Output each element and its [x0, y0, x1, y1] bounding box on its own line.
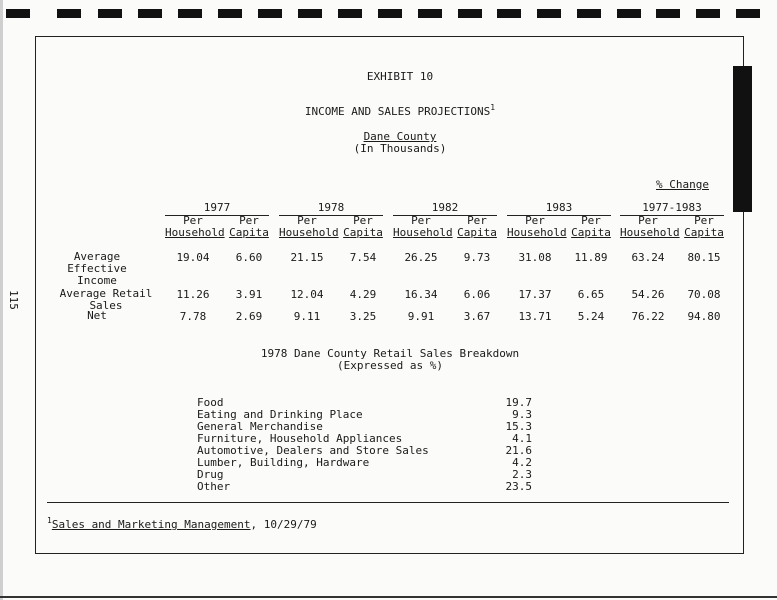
units-label: (In Thousands) [353, 142, 447, 155]
breakdown-subtitle: (Expressed as %) [337, 359, 443, 372]
col-header-line-2: Household [165, 226, 225, 239]
title-text: INCOME AND SALES PROJECTIONS [304, 105, 491, 118]
title-footnote-marker: 1 [490, 103, 496, 112]
perforation-dash [736, 9, 760, 18]
perforation-dash [338, 9, 362, 18]
col-header-per-household [620, 214, 680, 239]
col-header-per-capita [571, 215, 611, 239]
row-label [44, 310, 150, 322]
breakdown-item-label: General Merchandise [197, 420, 323, 433]
breakdown-item-label: Furniture, Household Appliances [197, 432, 403, 445]
table-cell: 26.25 [404, 251, 438, 264]
table-cell: 13.71 [518, 310, 552, 323]
col-header-line-2: Household [507, 226, 567, 239]
breakdown-item-value: 23.5 [505, 480, 532, 493]
col-header-per-household [507, 214, 567, 239]
perforation-dash [537, 9, 561, 18]
perforation-dash [696, 9, 720, 18]
col-header-line-1: Per [581, 214, 601, 227]
perforation-dash [57, 9, 81, 18]
table-cell: 3.91 [235, 288, 263, 301]
footnote-marker: 1 [47, 516, 52, 525]
row-label-line-2: Income [77, 274, 117, 287]
perforation-dash [418, 9, 442, 18]
col-header-line-1: Per [525, 214, 545, 227]
table-cell: 6.06 [463, 288, 491, 301]
row-label [44, 251, 150, 287]
row-label-line-1: Average Effective [67, 250, 127, 275]
year-header: 1983 [507, 201, 611, 216]
col-header-line-1: Per [353, 214, 373, 227]
perforation-dash [497, 9, 521, 18]
col-header-line-2: Household [393, 226, 453, 239]
table-cell: 11.89 [574, 251, 608, 264]
col-header-line-2: Capita [229, 226, 269, 239]
table-cell: 9.73 [463, 251, 491, 264]
perforation-dashes [0, 9, 777, 19]
county-label: Dane County [363, 130, 437, 143]
perforation-dash [378, 9, 402, 18]
breakdown-title: 1978 Dane County Retail Sales Breakdown [260, 347, 520, 360]
table-cell: 7.78 [179, 310, 207, 323]
table-cell: 9.91 [407, 310, 435, 323]
col-header-line-2: Capita [684, 226, 724, 239]
year-header: 1977-1983 [620, 201, 724, 216]
breakdown-item-label: Automotive, Dealers and Store Sales [197, 444, 429, 457]
table-cell: 7.54 [349, 251, 377, 264]
binder-tab [733, 66, 752, 212]
perforation-dash [577, 9, 601, 18]
col-header-line-1: Per [297, 214, 317, 227]
breakdown-item-value: 2.3 [512, 468, 532, 481]
perforation-dash [138, 9, 162, 18]
breakdown-item-label: Food [197, 396, 224, 409]
table-cell: 80.15 [687, 251, 721, 264]
col-header-per-household [393, 214, 453, 239]
table-cell: 16.34 [404, 288, 438, 301]
row-label-line-1: Net [87, 309, 107, 322]
table-cell: 12.04 [290, 288, 324, 301]
year-header: 1982 [393, 201, 497, 216]
breakdown-item-label: Lumber, Building, Hardware [197, 456, 370, 469]
col-header-line-1: Per [411, 214, 431, 227]
breakdown-item-value: 19.7 [505, 396, 532, 409]
table-cell: 17.37 [518, 288, 552, 301]
col-header-line-2: Household [620, 226, 680, 239]
breakdown-item-value: 15.3 [505, 420, 532, 433]
col-header-line-1: Per [239, 214, 259, 227]
perforation-dash [298, 9, 322, 18]
table-cell: 63.24 [631, 251, 665, 264]
breakdown-item-label: Other [197, 480, 231, 493]
table-cell: 6.65 [577, 288, 605, 301]
page-number: 115 [7, 290, 20, 310]
col-header-line-2: Household [279, 226, 339, 239]
breakdown-item-value: 9.3 [512, 408, 532, 421]
col-header-per-capita [343, 215, 383, 239]
table-cell: 9.11 [293, 310, 321, 323]
col-header-line-2: Capita [571, 226, 611, 239]
percent-change-label: % Change [656, 178, 709, 191]
year-header: 1978 [279, 201, 383, 216]
year-header: 1977 [165, 201, 269, 216]
col-header-per-capita [684, 215, 724, 239]
col-header-line-2: Capita [457, 226, 497, 239]
col-header-per-household [279, 214, 339, 239]
table-cell: 5.24 [577, 310, 605, 323]
breakdown-item-label: Drug [197, 468, 224, 481]
col-header-per-capita [229, 215, 269, 239]
col-header-per-capita [457, 215, 497, 239]
breakdown-item-value: 4.1 [512, 432, 532, 445]
table-cell: 76.22 [631, 310, 665, 323]
table-cell: 6.60 [235, 251, 263, 264]
perforation-dash [6, 9, 30, 18]
breakdown-item-label: Eating and Drinking Place [197, 408, 363, 421]
table-cell: 11.26 [176, 288, 210, 301]
breakdown-item-value: 21.6 [505, 444, 532, 457]
table-cell: 3.25 [349, 310, 377, 323]
col-header-line-1: Per [183, 214, 203, 227]
perforation-dash [656, 9, 680, 18]
col-header-line-1: Per [694, 214, 714, 227]
table-cell: 31.08 [518, 251, 552, 264]
perforation-dash [178, 9, 202, 18]
perforation-dash [218, 9, 242, 18]
footnote [47, 516, 317, 531]
row-label-line-1: Average Retail Sales [59, 287, 153, 312]
col-header-line-2: Capita [343, 226, 383, 239]
col-header-line-1: Per [467, 214, 487, 227]
table-cell: 3.67 [463, 310, 491, 323]
table-cell: 94.80 [687, 310, 721, 323]
table-cell: 4.29 [349, 288, 377, 301]
bottom-edge [0, 596, 777, 598]
breakdown-item-value: 4.2 [512, 456, 532, 469]
footnote-rule [47, 502, 729, 503]
table-cell: 19.04 [176, 251, 210, 264]
perforation-dash [98, 9, 122, 18]
table-cell: 54.26 [631, 288, 665, 301]
perforation-dash [458, 9, 482, 18]
exhibit-label: EXHIBIT 10 [366, 70, 434, 83]
footnote-date: , 10/29/79 [250, 518, 317, 531]
col-header-line-1: Per [638, 214, 658, 227]
table-cell: 21.15 [290, 251, 324, 264]
table-cell: 70.08 [687, 288, 721, 301]
perforation-dash [617, 9, 641, 18]
scan-edge [0, 0, 3, 600]
col-header-per-household [165, 214, 225, 239]
table-cell: 2.69 [235, 310, 263, 323]
perforation-dash [258, 9, 282, 18]
page-title [250, 103, 550, 118]
footnote-source: Sales and Marketing Management [51, 518, 251, 531]
